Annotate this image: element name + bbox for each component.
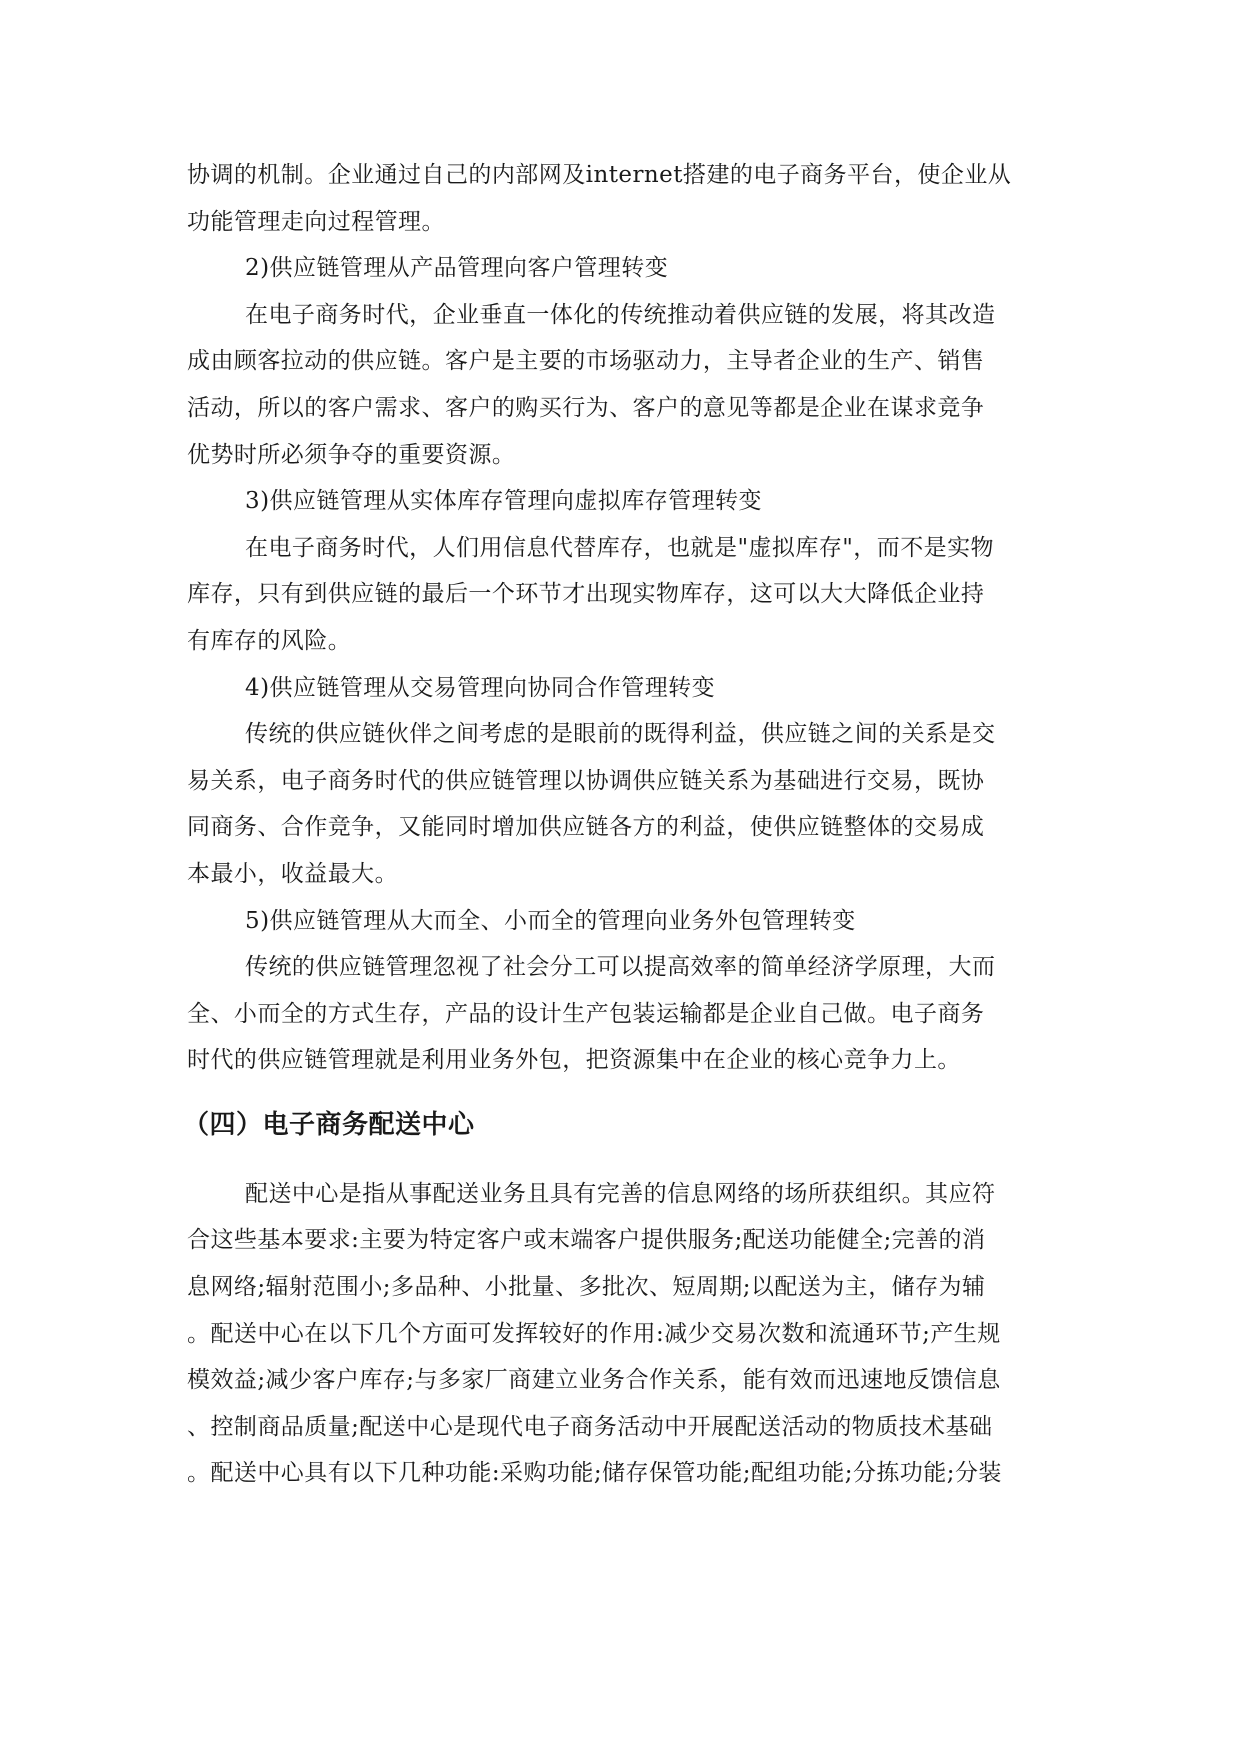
paragraph-product-to-customer <box>187 292 1054 478</box>
text-line: 时代的供应链管理就是利用业务外包，把资源集中在企业的核心竞争力上。 <box>187 1047 961 1074</box>
text-line: 功能管理走向过程管理。 <box>187 208 445 235</box>
text-line: 成由顾客拉动的供应链。客户是主要的市场驱动力，主导者企业的生产、销售 <box>187 348 985 375</box>
text-line: 本最小，收益最大。 <box>187 860 399 887</box>
paragraph-distribution-center <box>187 1171 1054 1497</box>
text-line: 传统的供应链管理忽视了社会分工可以提高效率的简单经济学原理，大而 <box>245 954 996 981</box>
text-line: 库存，只有到供应链的最后一个环节才出现实物库存，这可以大大降低企业持 <box>187 581 985 608</box>
section-heading-distribution-center: （四）电子商务配送中心 <box>183 1109 475 1140</box>
paragraph-collaboration <box>187 711 1054 897</box>
subheading-physical-to-virtual-inventory: 3)供应链管理从实体库存管理向虚拟库存管理转变 <box>245 488 762 515</box>
text-line: 易关系，电子商务时代的供应链管理以协调供应链关系为基础进行交易，既协 <box>187 767 985 794</box>
text-line: 在电子商务时代，企业垂直一体化的传统推动着供应链的发展，将其改造 <box>245 301 996 328</box>
text-line: 、控制商品质量;配送中心是现代电子商务活动中开展配送活动的物质技术基础 <box>187 1413 993 1440</box>
text-line: 同商务、合作竞争，又能同时增加供应链各方的利益，使供应链整体的交易成 <box>187 814 985 841</box>
paragraph-virtual-inventory <box>187 525 1054 665</box>
text-line: 协调的机制。企业通过自己的内部网及internet搭建的电子商务平台，使企业从 <box>187 162 1012 188</box>
text-line: 优势时所必须争夺的重要资源。 <box>187 441 516 468</box>
text-line: 配送中心是指从事配送业务且具有完善的信息网络的场所获组织。其应符 <box>245 1180 996 1207</box>
paragraph-process-management <box>187 152 1054 245</box>
subheading-outsourcing: 5)供应链管理从大而全、小而全的管理向业务外包管理转变 <box>245 907 856 934</box>
text-line: 活动，所以的客户需求、客户的购买行为、客户的意见等都是企业在谋求竞争 <box>187 394 985 421</box>
subheading-transaction-to-collaboration: 4)供应链管理从交易管理向协同合作管理转变 <box>245 674 716 701</box>
text-line: 有库存的风险。 <box>187 627 352 654</box>
paragraph-outsourcing <box>187 944 1054 1084</box>
text-line: 全、小而全的方式生存，产品的设计生产包装运输都是企业自己做。电子商务 <box>187 1000 985 1027</box>
text-line: 合这些基本要求:主要为特定客户或末端客户提供服务;配送功能健全;完善的消 <box>187 1227 986 1254</box>
text-line: 模效益;减少客户库存;与多家厂商建立业务合作关系，能有效而迅速地反馈信息 <box>187 1367 1001 1394</box>
text-line: 。配送中心具有以下几种功能:采购功能;储存保管功能;配组功能;分拣功能;分装 <box>187 1460 1002 1487</box>
document-page <box>183 152 1054 1497</box>
text-line: 息网络;辐射范围小;多品种、小批量、多批次、短周期;以配送为主，储存为辅 <box>187 1274 986 1301</box>
subheading-product-to-customer: 2)供应链管理从产品管理向客户管理转变 <box>245 255 669 282</box>
text-line: 传统的供应链伙伴之间考虑的是眼前的既得利益，供应链之间的关系是交 <box>245 721 996 748</box>
text-line: 在电子商务时代，人们用信息代替库存，也就是"虚拟库存"，而不是实物 <box>245 534 995 561</box>
text-line: 。配送中心在以下几个方面可发挥较好的作用:减少交易次数和流通环节;产生规 <box>187 1320 1001 1347</box>
